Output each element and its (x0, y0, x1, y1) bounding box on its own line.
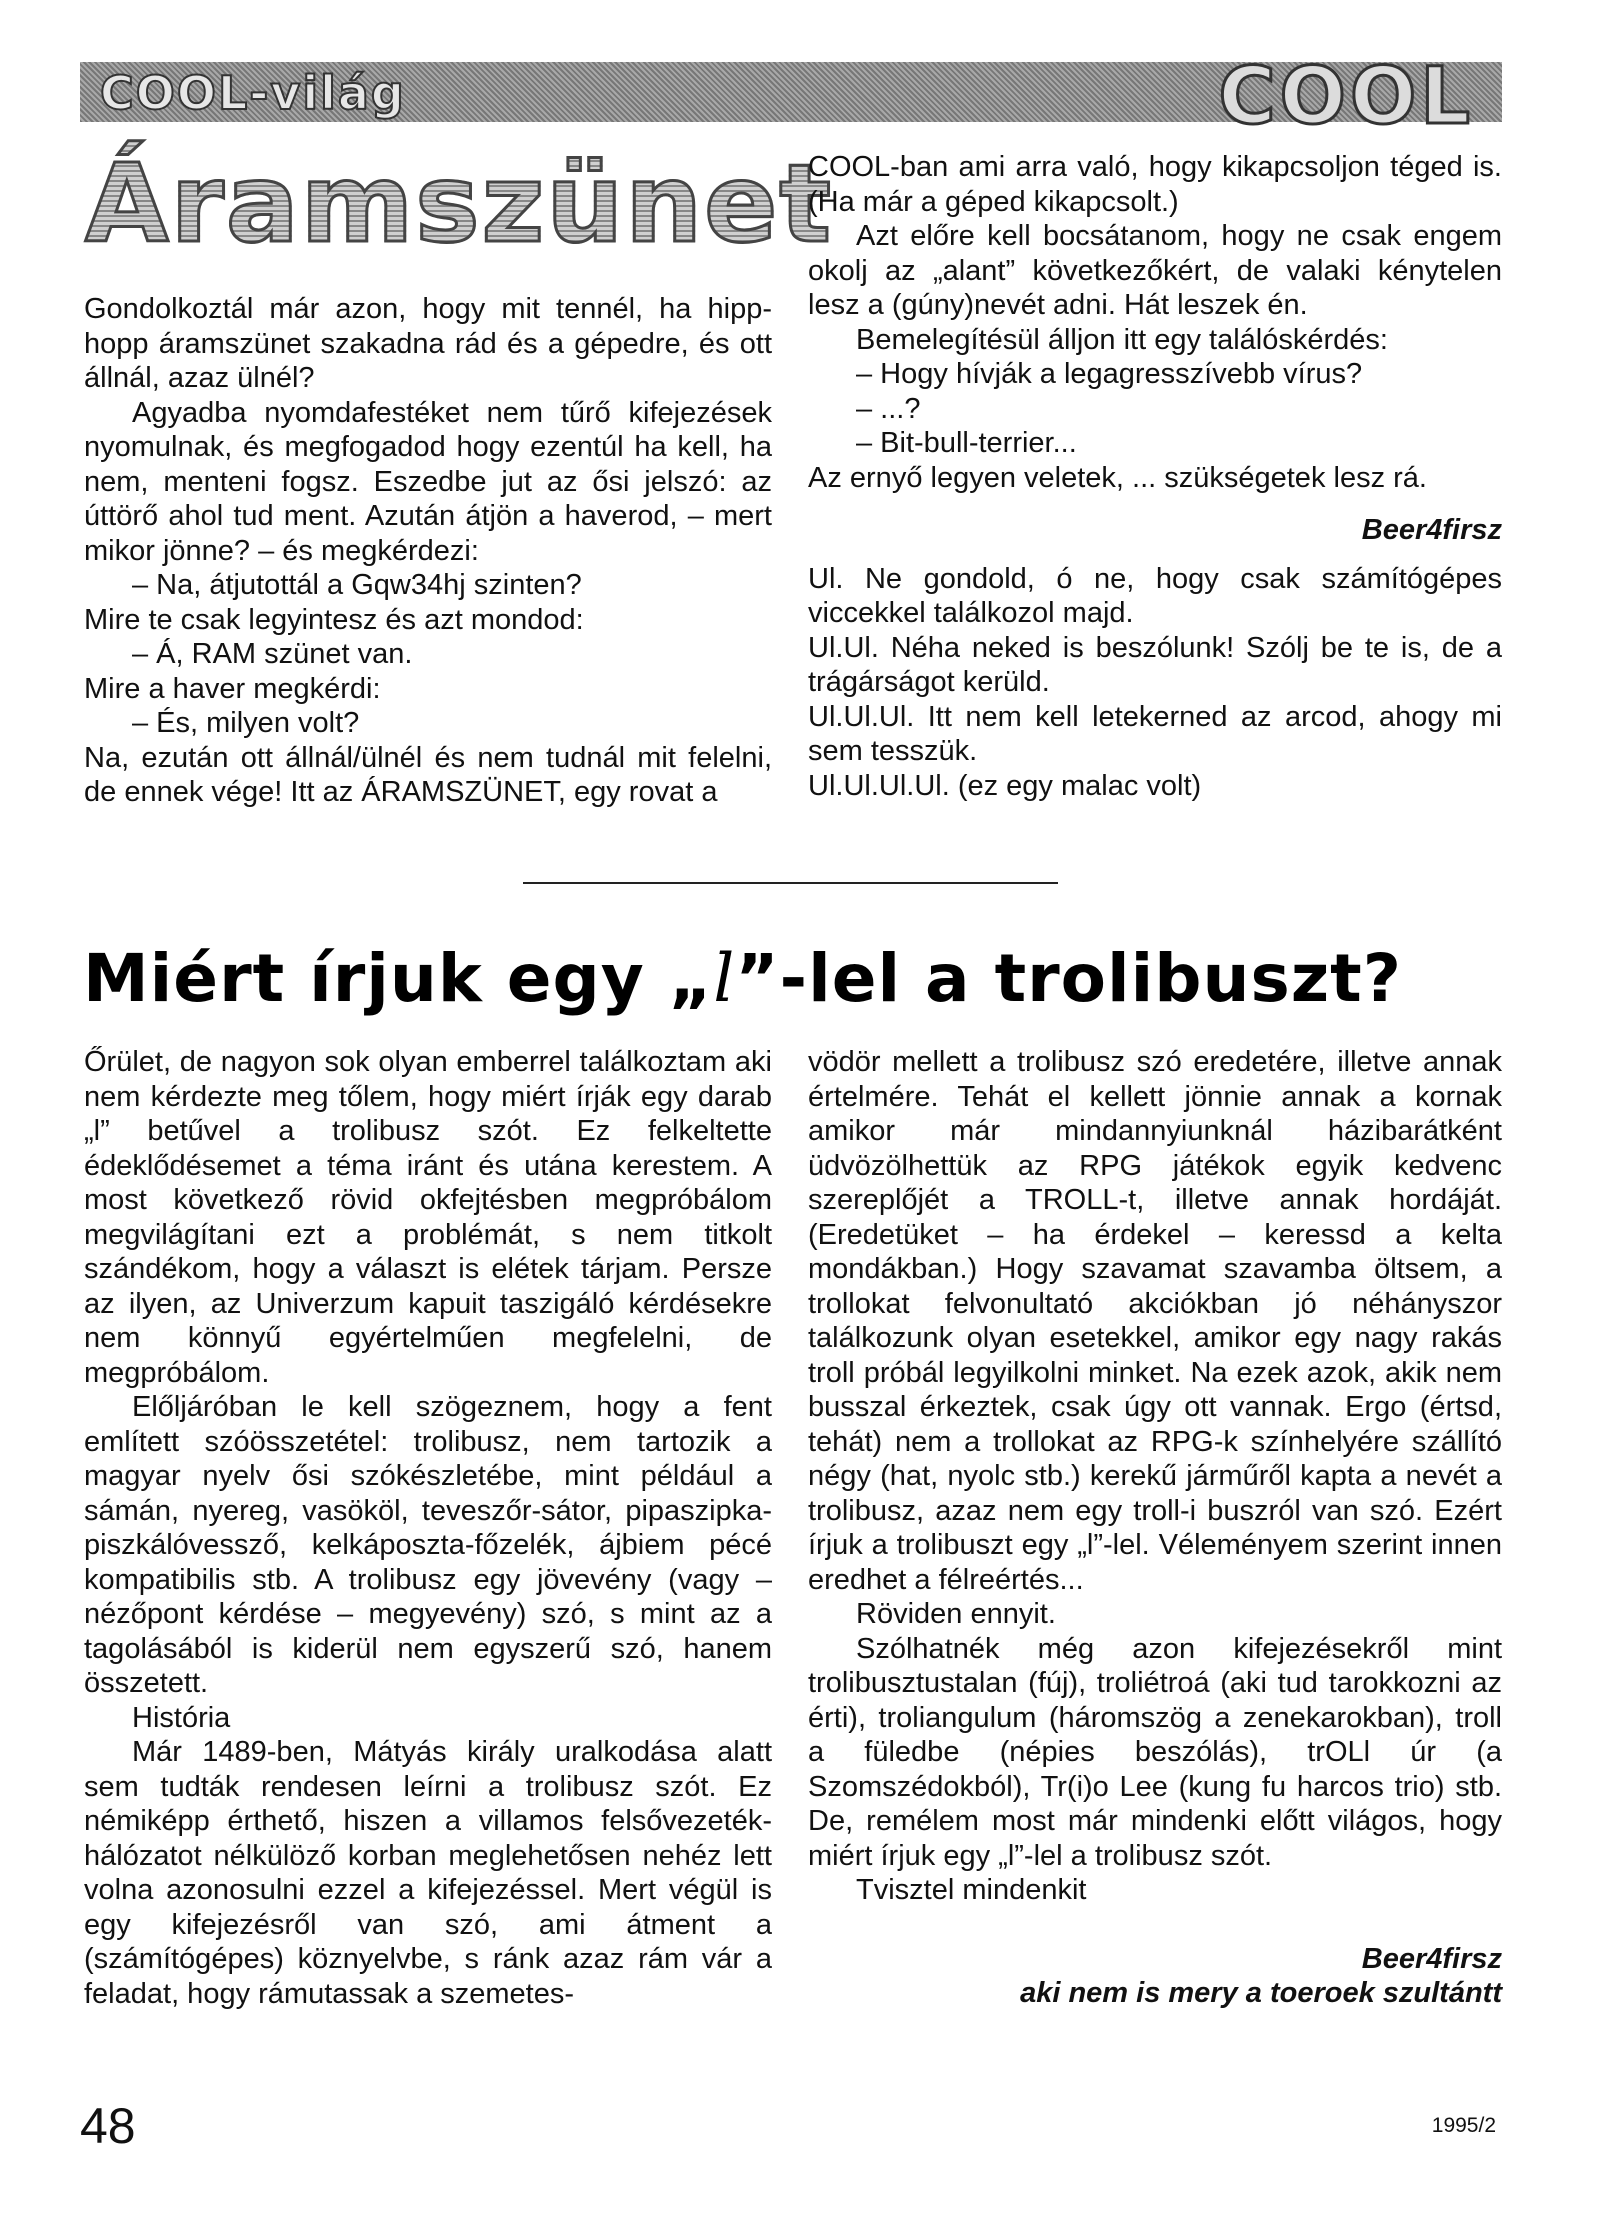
issue-label: 1995/2 (1431, 2114, 1496, 2137)
paragraph: Az ernyő legyen veletek, ... szükségetek lesz rá. (808, 461, 1427, 494)
paragraph: Ul. Ne gondold, ó ne, hogy csak számítógépes viccekkel találkozol majd. (808, 562, 1502, 629)
page-number: 48 (80, 2098, 136, 2154)
paragraph: Előljáróban le kell szögeznem, hogy a fent említett szóösszetétel: trolibusz, nem tartozik a magyar nyelv ősi szókészletébe, mint például a sámán, nyereg, vasököl, teveszőr-sátor, pipaszipka-piszkálóvessző, kelkáposzta-főzelék, ájbiem pécé kompatibilis stb. A trolibusz egy jövevény (vagy – nézőpont kérdése – megyevény) szó, s mint az a tagolásából is kiderül nem egyszerű szó, hanem összetett. (84, 1391, 772, 1699)
paragraph: – És, milyen volt? (132, 707, 360, 739)
article-title-aramszunet: Áramszünet (85, 142, 834, 267)
title-part-2: ”-lel a trolibuszt? (735, 940, 1403, 1017)
paragraph: Mire te csak legyintesz és azt mondod: (84, 603, 584, 636)
paragraph: Beer4firsz (1361, 514, 1502, 546)
paragraph: Ul.Ul.Ul. Itt nem kell letekerned az arcod, ahogy mi sem tesszük. (808, 700, 1502, 767)
paragraph: História (132, 1701, 231, 1734)
paragraph: Szólhatnék még azon kifejezésekről mint trolibusztustalan (fúj), troliétroá (aki tud tarokkozni az érti), troliangulum (háromszög a zenekarokban), troll a füledbe (népies beszólás), trOLl úr (a Szomszédokból), Tr(i)o Lee (kung fu harcos trio) stb. De, remélem most már mindenki előtt világos, hogy miért írjuk egy „l”-lel a trolibusz szót. (808, 1632, 1502, 1872)
paragraph: Azt előre kell bocsátanom, hogy ne csak engem okolj az „alant” következőkért, de valaki kénytelen lesz a (gúny)nevét adni. Hát leszek én. (808, 220, 1502, 321)
paragraph: Őrület, de nagyon sok olyan emberrel találkoztam aki nem kérdezte meg tőlem, hogy miért írják egy darab „l” betűvel a trolibusz szót. Ez felkeltette édeklődésemet a téma iránt és utána kerestem. A most következő rövid okfejtésben megpróbálom megvilágítani ezt a problémát, s nem titkolt szándékom, hogy a választ is elétek tárjam. Persze az ilyen, az Univerzum kapuit taszigáló kérdésekre nem könnyű egyértelműen megfelelni, de megpróbálom. (84, 1046, 772, 1389)
paragraph: Tvisztel mindenkit (856, 1874, 1087, 1906)
paragraph: vödör mellett a trolibusz szó eredetére, illetve annak értelmére. Tehát el kellett jönnie annak a kornak amikor már mindannyiunknál házibarátként üdvözölhettük az RPG játékok egyik kedvenc szereplőjét a TROLL-t, illetve annak hordáját. (Eredetüket – ha érdekel – keressd a kelta mondákban.) Hogy szavamat szavamba öltsem, a trollokat felvonultató akciókban jó néhányszor találkozunk olyan esetekkel, amikor egy nagy rakás troll próbál legyilkolni minket. Na ezek azok, akik nem busszal érkeztek, csak úgy ott vannak. Ergo (értsd, tehát) nem a trollokat az RPG-k színhelyére szállító négy (hat, nyolc stb.) kerekű járműről kapta a nevét a trolibusz, azaz nem egy troll-i buszról van szó. Ezért írjuk a trolibuszt egy „l”-lel. Véleményem szerint innen eredhet a félreértés... (808, 1046, 1502, 1596)
paragraph: Már 1489-ben, Mátyás király uralkodása alatt sem tudták rendesen leírni a trolibusz szót. Ez némiképp érthető, hiszen a villamos felsővezeték-hálózatot nélkülöző korban meglehetősen nehéz lett volna azonosulni ezzel a kifejezéssel. Mert végül is egy kifejezésről van szó, ami átment a (számítógépes) köznyelvbe, s ránk azaz rám vár a feladat, hogy rámutassak a szemetes- (84, 1736, 772, 2010)
paragraph: Ul.Ul. Néha neked is beszólunk! Szólj be te is, de a trágárságot kerüld. (808, 631, 1502, 698)
title-part-1: Miért írjuk egy „ (83, 940, 714, 1017)
article1-right-column (808, 150, 1502, 803)
paragraph: Gondolkoztál már azon, hogy mit tennél, ha hipp-hopp áramszünet szakadna rád és a gépedre, és ott állnál, azaz ülnél? (84, 293, 772, 394)
paragraph: aki nem is mery a toeroek szultántt (1020, 1977, 1502, 2009)
paragraph: Mire a haver megkérdi: (84, 672, 381, 705)
paragraph (808, 1908, 1502, 1942)
paragraph: Agyadba nyomdafestéket nem tűrő kifejezések nyomulnak, és megfogadod hogy ezentúl ha kell, ha nem, menteni fogsz. Eszedbe jut az ősi jelszó: az úttörő ahol tud ment. Azután átjön a haverod, – mert mikor jönne? – és megkérdezi: (84, 396, 772, 567)
paragraph: – Na, átjutottál a Gqw34hj szinten? (132, 569, 582, 601)
article-title-trolibusz (83, 940, 1402, 1017)
article1-left-column (84, 292, 772, 810)
title-letter-l: l (713, 940, 736, 1017)
paragraph: Röviden ennyit. (856, 1598, 1056, 1630)
article2-left-column (84, 1045, 772, 2011)
article2-right-column (808, 1045, 1502, 2011)
paragraph: Na, ezután ott állnál/ülnél és nem tudnál mit felelni, de ennek vége! Itt az ÁRAMSZÜNET, egy rovat a (84, 741, 772, 808)
paragraph: COOL-ban ami arra való, hogy kikapcsoljon téged is. (Ha már a géped kikapcsolt.) (808, 151, 1502, 218)
magazine-logo: COOL (1218, 52, 1474, 142)
divider-rule (523, 882, 1058, 884)
paragraph: Beer4firsz (1361, 1942, 1502, 1975)
section-label: COOL-világ (100, 66, 406, 120)
paragraph: Bemelegítésül álljon itt egy találóskérdés: (856, 323, 1388, 356)
paragraph: – ...? (856, 392, 921, 425)
section-header-band (80, 52, 1502, 142)
paragraph: Ul.Ul.Ul.Ul. (ez egy malac volt) (808, 769, 1202, 802)
paragraph: – Bit-bull-terrier... (856, 427, 1077, 459)
paragraph: – Hogy hívják a legagresszívebb vírus? (856, 358, 1363, 390)
paragraph: – Á, RAM szünet van. (132, 638, 413, 670)
